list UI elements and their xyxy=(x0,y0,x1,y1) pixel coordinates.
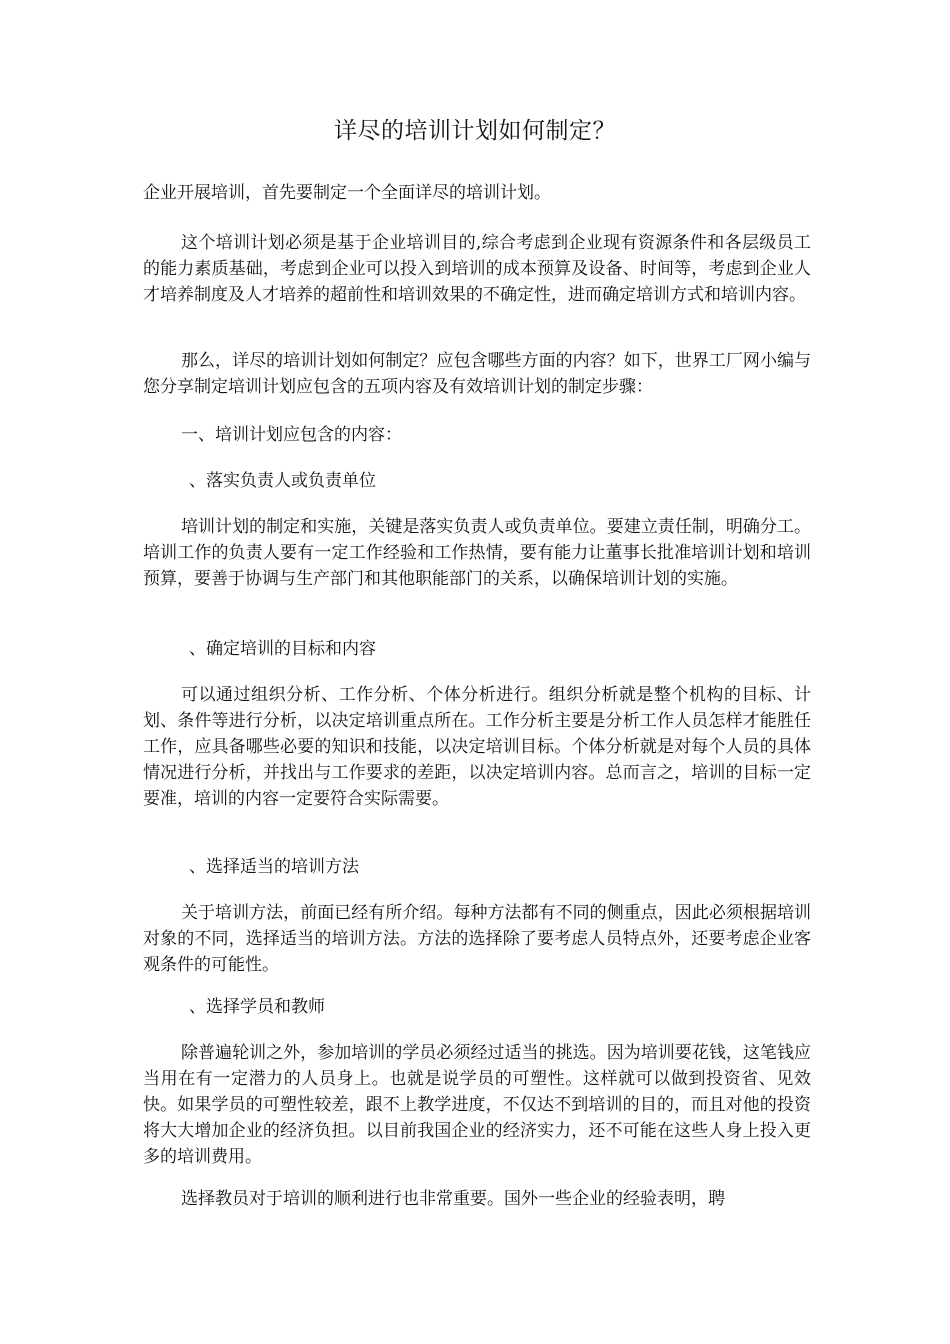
subsection-4-heading: 、选择学员和教师 xyxy=(189,997,325,1017)
subsection-3-text: 关于培训方法，前面已经有所介绍。每种方法都有不同的侧重点，因此必须根据培训对象的不同，选择适当的培训方法。方法的选择除了要考虑人员特点外，还要考虑企业客观条件的可能性。 xyxy=(143,903,811,975)
subsection-2-text: 可以通过组织分析、工作分析、个体分析进行。组织分析就是整个机构的目标、计划、条件等进行分析，以决定培训重点所在。工作分析主要是分析工作人员怎样才能胜任工作，应具备哪些必要的知识和技能，以决定培训目标。个体分析就是对每个人员的具体情况进行分析，并找出与工作要求的差距，以决定培训内容。总而言之，培训的目标一定要准，培训的内容一定要符合实际需要。 xyxy=(143,685,811,809)
subsection-2-heading: 、确定培训的目标和内容 xyxy=(189,639,376,659)
subsection-1-text: 培训计划的制定和实施，关键是落实负责人或负责单位。要建立责任制，明确分工。培训工作的负责人要有一定工作经验和工作热情，要有能力让董事长批准培训计划和培训预算，要善于协调与生产部门和其他职能部门的关系，以确保培训计划的实施。 xyxy=(143,517,811,589)
section-1-heading: 一、培训计划应包含的内容： xyxy=(181,425,402,445)
paragraph-2: 那么，详尽的培训计划如何制定？应包含哪些方面的内容？如下，世界工厂网小编与您分享制定培训计划应包含的五项内容及有效培训计划的制定步骤： xyxy=(143,351,811,397)
document-title: 详尽的培训计划如何制定？ xyxy=(334,118,616,144)
intro-paragraph: 企业开展培训，首先要制定一个全面详尽的培训计划。 xyxy=(143,183,551,203)
subsection-4-text-2: 选择教员对于培训的顺利进行也非常重要。国外一些企业的经验表明，聘 xyxy=(181,1189,725,1209)
subsection-1-heading: 、落实负责人或负责单位 xyxy=(189,471,376,491)
paragraph-1: 这个培训计划必须是基于企业培训目的,综合考虑到企业现有资源条件和各层级员工的能力素质基础，考虑到企业可以投入到培训的成本预算及设备、时间等，考虑到企业人才培养制度及人才培养的超前性和培训效果的不确定性，进而确定培训方式和培训内容。 xyxy=(143,233,811,305)
subsection-3-heading: 、选择适当的培训方法 xyxy=(189,857,359,877)
subsection-4-text: 除普遍轮训之外，参加培训的学员必须经过适当的挑选。因为培训要花钱，这笔钱应当用在有一定潜力的人员身上。也就是说学员的可塑性。这样就可以做到投资省、见效快。如果学员的可塑性较差，跟不上教学进度，不仅达不到培训的目的，而且对他的投资将大大增加企业的经济负担。以目前我国企业的经济实力，还不可能在这些人身上投入更多的培训费用。 xyxy=(143,1043,811,1167)
